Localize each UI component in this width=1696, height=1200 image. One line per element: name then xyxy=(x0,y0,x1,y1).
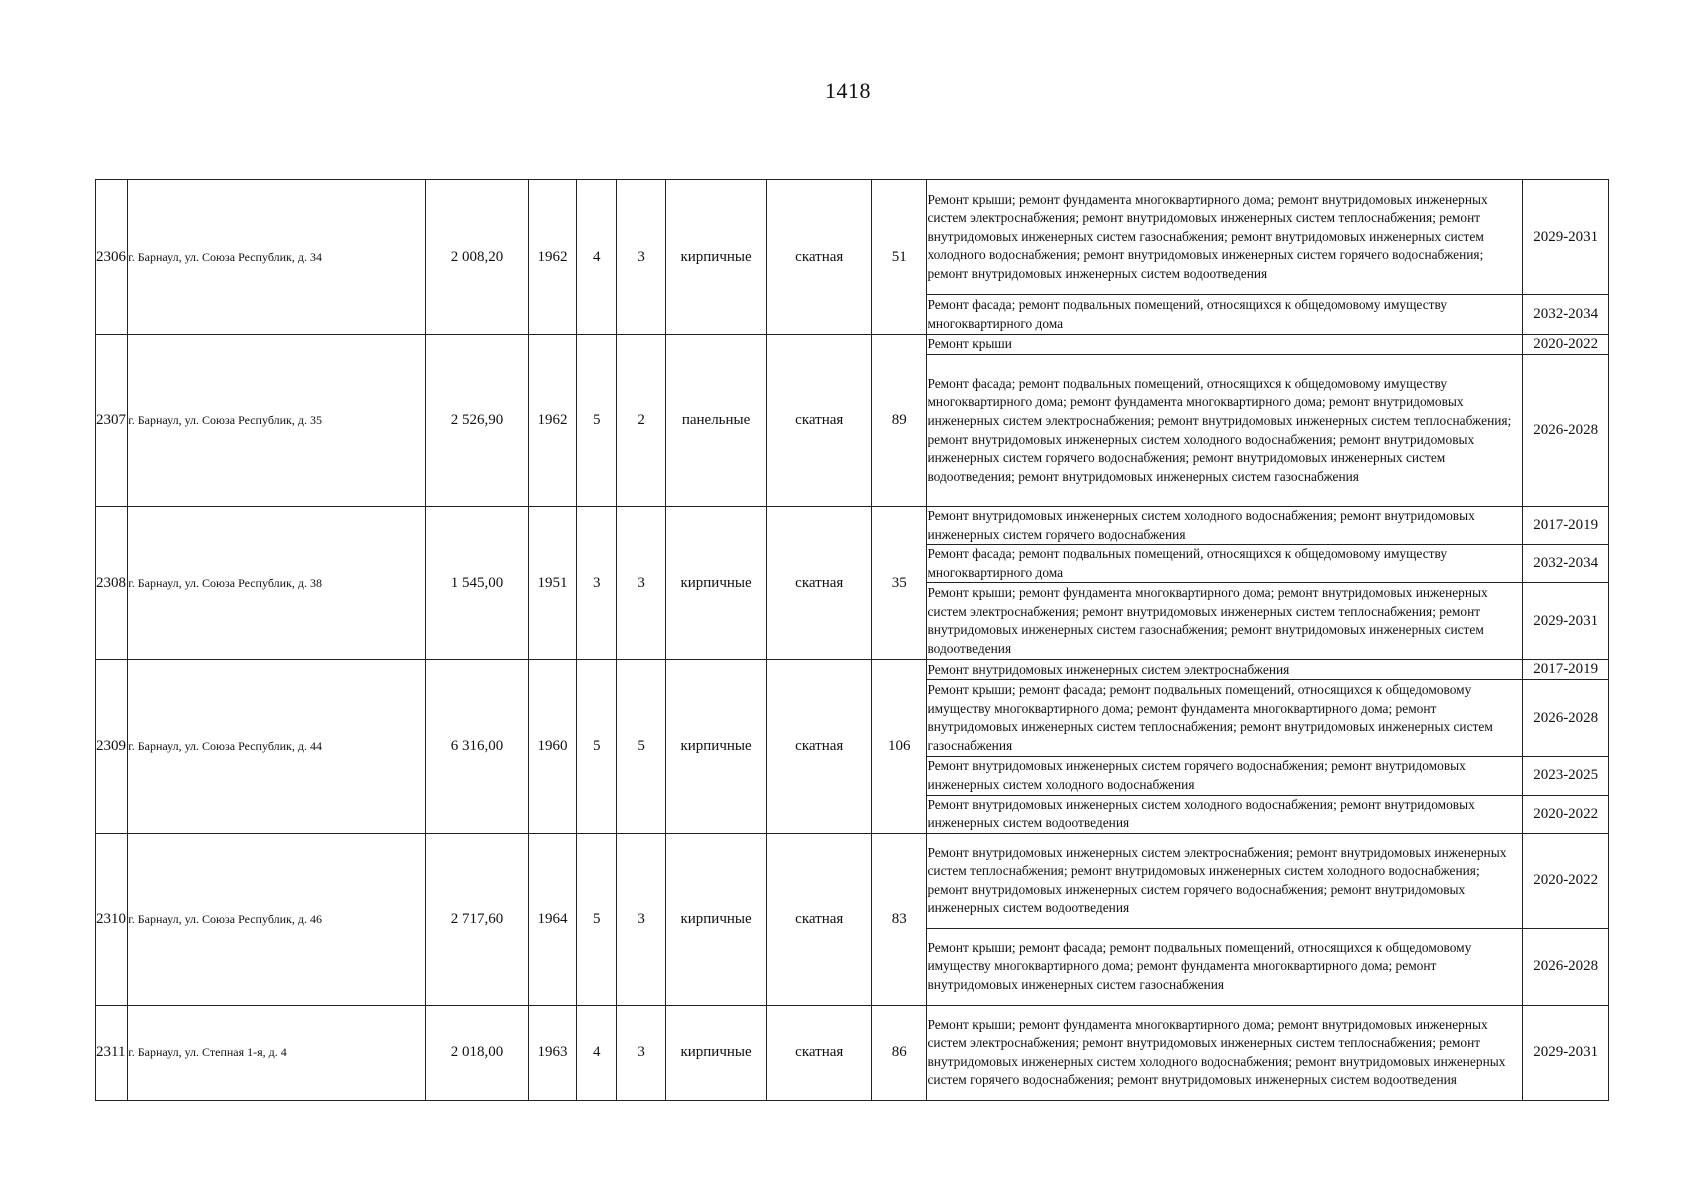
record-entrances: 3 xyxy=(617,1005,665,1100)
record-address: г. Барнаул, ул. Союза Республик, д. 44 xyxy=(128,660,426,833)
table-row xyxy=(96,507,1609,545)
record-entrances: 3 xyxy=(617,507,665,660)
work-description: Ремонт внутридомовых инженерных систем электроснабжения xyxy=(927,660,1523,680)
record-residents: 86 xyxy=(872,1005,927,1100)
record-residents: 35 xyxy=(872,507,927,660)
record-entrances: 3 xyxy=(617,833,665,1005)
table-row xyxy=(96,335,1609,355)
work-period: 2017-2019 xyxy=(1523,660,1609,680)
record-address: г. Барнаул, ул. Союза Республик, д. 46 xyxy=(128,833,426,1005)
record-floors: 3 xyxy=(577,507,617,660)
record-walls: кирпичные xyxy=(665,660,767,833)
work-period: 2029-2031 xyxy=(1523,180,1609,295)
work-period: 2020-2022 xyxy=(1523,795,1609,833)
record-year: 1960 xyxy=(528,660,576,833)
record-roof: скатная xyxy=(767,1005,872,1100)
work-description: Ремонт фасада; ремонт подвальных помещений, относящихся к общедомовому имуществу многоквартирного дома; ремонт фундамента многоквартирного дома; ремонт внутридомовых инженерных систем электроснабжения; ремонт внутридомовых инженерных систем теплоснабжения; ремонт внутридомовых инженерных систем холодного водоснабжения; ремонт внутридомовых инженерных систем горячего водоснабжения; ремонт внутридомовых инженерных систем водоотведения; ремонт внутридомовых инженерных систем газоснабжения xyxy=(927,355,1523,507)
record-entrances: 2 xyxy=(617,335,665,507)
record-number: 2309 xyxy=(96,660,128,833)
record-residents: 89 xyxy=(872,335,927,507)
work-period: 2026-2028 xyxy=(1523,928,1609,1005)
record-floors: 5 xyxy=(577,660,617,833)
record-walls: кирпичные xyxy=(665,833,767,1005)
record-floors: 5 xyxy=(577,833,617,1005)
record-year: 1963 xyxy=(528,1005,576,1100)
record-number: 2306 xyxy=(96,180,128,335)
record-year: 1962 xyxy=(528,180,576,335)
record-year: 1964 xyxy=(528,833,576,1005)
record-floors: 4 xyxy=(577,180,617,335)
table-row xyxy=(96,180,1609,295)
work-period: 2026-2028 xyxy=(1523,355,1609,507)
record-address: г. Барнаул, ул. Союза Республик, д. 38 xyxy=(128,507,426,660)
work-period: 2020-2022 xyxy=(1523,335,1609,355)
work-description: Ремонт внутридомовых инженерных систем электроснабжения; ремонт внутридомовых инженерных систем теплоснабжения; ремонт внутридомовых инженерных систем холодного водоснабжения; ремонт внутридомовых инженерных систем горячего водоснабжения; ремонт внутридомовых инженерных систем водоотведения xyxy=(927,833,1523,928)
record-roof: скатная xyxy=(767,833,872,1005)
work-description: Ремонт крыши; ремонт фундамента многоквартирного дома; ремонт внутридомовых инженерных систем электроснабжения; ремонт внутридомовых инженерных систем теплоснабжения; ремонт внутридомовых инженерных систем газоснабжения; ремонт внутридомовых инженерных систем водоотведения xyxy=(927,583,1523,660)
work-description: Ремонт крыши; ремонт фасада; ремонт подвальных помещений, относящихся к общедомовому имуществу многоквартирного дома; ремонт фундамента многоквартирного дома; ремонт внутридомовых инженерных систем теплоснабжения; ремонт внутридомовых инженерных систем газоснабжения xyxy=(927,680,1523,757)
record-roof: скатная xyxy=(767,507,872,660)
work-description: Ремонт крыши xyxy=(927,335,1523,355)
record-residents: 51 xyxy=(872,180,927,335)
record-address: г. Барнаул, ул. Союза Республик, д. 35 xyxy=(128,335,426,507)
work-period: 2029-2031 xyxy=(1523,583,1609,660)
record-number: 2308 xyxy=(96,507,128,660)
work-period: 2026-2028 xyxy=(1523,680,1609,757)
record-roof: скатная xyxy=(767,180,872,335)
record-entrances: 3 xyxy=(617,180,665,335)
record-area: 2 018,00 xyxy=(426,1005,529,1100)
record-floors: 4 xyxy=(577,1005,617,1100)
record-number: 2311 xyxy=(96,1005,128,1100)
record-walls: кирпичные xyxy=(665,507,767,660)
record-address: г. Барнаул, ул. Союза Республик, д. 34 xyxy=(128,180,426,335)
page-number: 1418 xyxy=(825,78,871,103)
record-year: 1951 xyxy=(528,507,576,660)
work-period: 2032-2034 xyxy=(1523,295,1609,335)
record-number: 2310 xyxy=(96,833,128,1005)
work-description: Ремонт крыши; ремонт фундамента многоквартирного дома; ремонт внутридомовых инженерных систем электроснабжения; ремонт внутридомовых инженерных систем теплоснабжения; ремонт внутридомовых инженерных систем холодного водоснабжения; ремонт внутридомовых инженерных систем горячего водоснабжения; ремонт внутридомовых инженерных систем водоотведения xyxy=(927,1005,1523,1100)
record-area: 6 316,00 xyxy=(426,660,529,833)
work-period: 2032-2034 xyxy=(1523,545,1609,583)
record-walls: панельные xyxy=(665,335,767,507)
work-description: Ремонт внутридомовых инженерных систем холодного водоснабжения; ремонт внутридомовых инженерных систем горячего водоснабжения xyxy=(927,507,1523,545)
record-walls: кирпичные xyxy=(665,1005,767,1100)
work-period: 2023-2025 xyxy=(1523,757,1609,795)
record-year: 1962 xyxy=(528,335,576,507)
record-area: 2 008,20 xyxy=(426,180,529,335)
register-table xyxy=(95,179,1609,1101)
record-number: 2307 xyxy=(96,335,128,507)
record-area: 2 526,90 xyxy=(426,335,529,507)
record-area: 2 717,60 xyxy=(426,833,529,1005)
work-description: Ремонт фасада; ремонт подвальных помещений, относящихся к общедомовому имуществу многоквартирного дома xyxy=(927,295,1523,335)
record-address: г. Барнаул, ул. Степная 1-я, д. 4 xyxy=(128,1005,426,1100)
work-description: Ремонт фасада; ремонт подвальных помещений, относящихся к общедомовому имуществу многоквартирного дома xyxy=(927,545,1523,583)
work-period: 2017-2019 xyxy=(1523,507,1609,545)
record-walls: кирпичные xyxy=(665,180,767,335)
table-row xyxy=(96,1005,1609,1100)
record-entrances: 5 xyxy=(617,660,665,833)
record-roof: скатная xyxy=(767,660,872,833)
work-description: Ремонт внутридомовых инженерных систем горячего водоснабжения; ремонт внутридомовых инженерных систем холодного водоснабжения xyxy=(927,757,1523,795)
record-residents: 83 xyxy=(872,833,927,1005)
work-description: Ремонт внутридомовых инженерных систем холодного водоснабжения; ремонт внутридомовых инженерных систем водоотведения xyxy=(927,795,1523,833)
work-period: 2029-2031 xyxy=(1523,1005,1609,1100)
record-roof: скатная xyxy=(767,335,872,507)
work-description: Ремонт крыши; ремонт фасада; ремонт подвальных помещений, относящихся к общедомовому имуществу многоквартирного дома; ремонт фундамента многоквартирного дома; ремонт внутридомовых инженерных систем газоснабжения xyxy=(927,928,1523,1005)
table-row xyxy=(96,660,1609,680)
record-floors: 5 xyxy=(577,335,617,507)
record-residents: 106 xyxy=(872,660,927,833)
work-description: Ремонт крыши; ремонт фундамента многоквартирного дома; ремонт внутридомовых инженерных систем электроснабжения; ремонт внутридомовых инженерных систем теплоснабжения; ремонт внутридомовых инженерных систем газоснабжения; ремонт внутридомовых инженерных систем холодного водоснабжения; ремонт внутридомовых инженерных систем горячего водоснабжения; ремонт внутридомовых инженерных систем водоотведения xyxy=(927,180,1523,295)
table-row xyxy=(96,833,1609,928)
work-period: 2020-2022 xyxy=(1523,833,1609,928)
record-area: 1 545,00 xyxy=(426,507,529,660)
